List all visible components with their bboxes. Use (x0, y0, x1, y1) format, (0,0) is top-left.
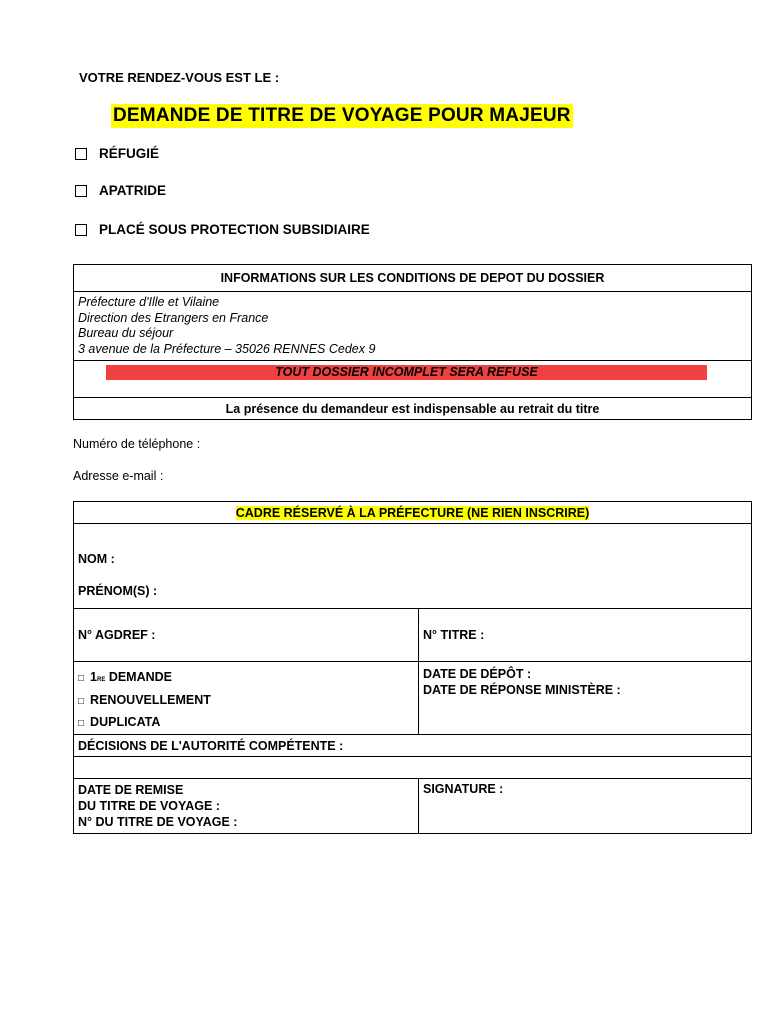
date-reponse-label: DATE DE RÉPONSE MINISTÈRE : (423, 683, 621, 697)
checkbox-icon[interactable]: □ (78, 718, 85, 729)
option-label: RÉFUGIÉ (99, 146, 160, 161)
option-apatride[interactable] (75, 183, 166, 198)
prenom-label: PRÉNOM(S) : (78, 584, 158, 598)
presence-note: La présence du demandeur est indispensable au retrait du titre (74, 398, 752, 420)
date-remise-label: DATE DE REMISE (78, 783, 184, 797)
option-refugie[interactable] (75, 146, 159, 161)
prefecture-box (73, 501, 752, 834)
titre-label: N° TITRE : (419, 609, 752, 662)
dates-cell (419, 662, 752, 735)
checkbox-icon[interactable]: □ (78, 673, 85, 684)
request-duplicate[interactable]: □ DUPLICATA (78, 715, 161, 729)
checkbox-icon[interactable]: □ (78, 696, 85, 707)
appointment-label: VOTRE RENDEZ-VOUS EST LE : (79, 70, 280, 85)
phone-label: Numéro de téléphone : (73, 437, 201, 451)
checkbox-icon[interactable] (75, 224, 87, 236)
decisions-blank (74, 757, 752, 779)
num-titre-voyage-label: N° DU TITRE DE VOYAGE : (78, 815, 238, 829)
checkbox-icon[interactable] (75, 185, 87, 197)
address-line: 3 avenue de la Préfecture – 35026 RENNES Cedex 9 (78, 341, 376, 356)
name-cell (74, 524, 752, 609)
signature-label: SIGNATURE : (419, 779, 752, 834)
checkbox-icon[interactable] (75, 148, 87, 160)
agdref-label: N° AGDREF : (74, 609, 419, 662)
address-line: Préfecture d'Ille et Vilaine (78, 295, 220, 309)
request-first[interactable]: □ 1RE DEMANDE (78, 670, 173, 684)
nom-label: NOM : (78, 552, 115, 566)
option-protection-subsidiaire[interactable] (75, 222, 370, 237)
address-line: Bureau du séjour (78, 326, 174, 340)
warning-cell (74, 361, 752, 398)
incomplete-warning: TOUT DOSSIER INCOMPLET SERA REFUSE (106, 365, 707, 380)
date-depot-label: DATE DE DÉPÔT : (423, 667, 532, 681)
option-label: PLACÉ SOUS PROTECTION SUBSIDIAIRE (99, 222, 370, 237)
page-title: DEMANDE DE TITRE DE VOYAGE POUR MAJEUR (113, 105, 571, 126)
email-label: Adresse e-mail : (73, 469, 164, 483)
prefecture-heading: CADRE RÉSERVÉ À LA PRÉFECTURE (NE RIEN INSCRIRE) (235, 505, 590, 520)
info-heading: INFORMATIONS SUR LES CONDITIONS DE DEPOT DU DOSSIER (74, 265, 752, 292)
prefecture-heading-cell (74, 502, 752, 524)
du-titre-label: DU TITRE DE VOYAGE : (78, 799, 220, 813)
remise-cell (74, 779, 419, 834)
prefecture-address (74, 292, 752, 361)
info-table (73, 264, 752, 420)
address-line: Direction des Etrangers en France (78, 310, 269, 325)
request-type-cell (74, 662, 419, 735)
decisions-label: DÉCISIONS DE L'AUTORITÉ COMPÉTENTE : (74, 735, 752, 757)
option-label: APATRIDE (99, 183, 166, 198)
request-renewal[interactable]: □ RENOUVELLEMENT (78, 693, 211, 707)
